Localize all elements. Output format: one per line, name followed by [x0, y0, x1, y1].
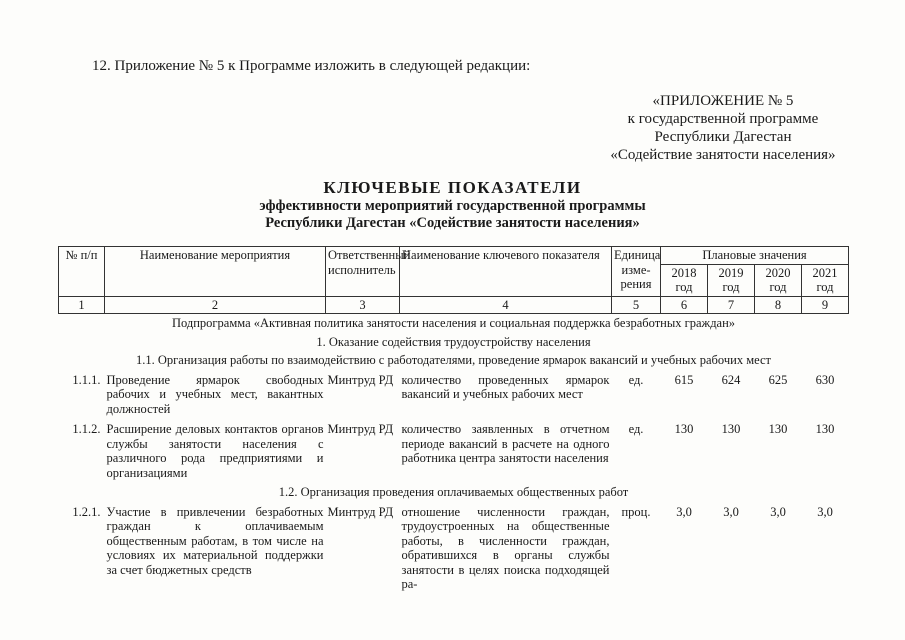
column-number: 3: [326, 296, 400, 314]
table-row: [59, 502, 849, 595]
column-number: 7: [708, 296, 755, 314]
header-year: 2019 год: [708, 264, 755, 296]
appendix-line: к государственной программе: [627, 111, 819, 127]
row-value: 130: [815, 422, 835, 436]
appendix-line: Республики Дагестан: [654, 129, 792, 145]
header-indicator: Наименование ключевого показателя: [400, 247, 612, 297]
row-indicator: количество заявленных в отчетном периоде вакансий в расчете на одного работника центра занятости населения: [401, 422, 610, 465]
subprogram-heading: Подпрограмма «Активная политика занятости населения и социальная поддержка безработных граждан»: [171, 316, 736, 330]
row-unit: ед.: [628, 422, 644, 436]
row-responsible: Минтруд РД: [327, 372, 394, 387]
row-value: 3,0: [817, 504, 833, 519]
header-activity: Наименование мероприятия: [105, 247, 326, 297]
row-num: 1.2.1.: [72, 504, 101, 519]
column-number: 4: [400, 296, 612, 314]
row-value: 3,0: [723, 504, 739, 519]
table-row: [59, 419, 849, 483]
document-heading: [0, 178, 905, 232]
appendix-header: [603, 92, 843, 164]
column-number: 1: [59, 296, 105, 314]
row-unit: проц.: [621, 504, 651, 519]
document-subtitle-2: Республики Дагестан «Содействие занятости населения»: [265, 215, 640, 231]
header-year: 2018 год: [661, 264, 708, 296]
row-indicator: количество проведенных ярмарок вакансий и учебных рабочих мест: [401, 372, 610, 401]
row-value: 130: [768, 422, 788, 436]
header-year: 2020 год: [755, 264, 802, 296]
subsection-heading: 1.2. Организация проведения оплачиваемых общественных работ: [278, 485, 629, 499]
section-heading: 1. Оказание содействия трудоустройству населения: [316, 334, 591, 349]
row-value: 625: [768, 372, 788, 387]
row-value: 624: [721, 372, 741, 387]
row-activity: Расширение деловых контактов органов службы занятости населения с различного рода предприятиями и организациями: [106, 422, 324, 480]
table-row: [59, 370, 849, 420]
column-number: 8: [755, 296, 802, 314]
header-responsible: Ответственный исполнитель: [326, 247, 400, 297]
intro-paragraph: 12. Приложение № 5 к Программе изложить в следующей редакции:: [92, 58, 531, 74]
header-unit: Единица изме-рения: [612, 247, 661, 297]
column-number: 9: [802, 296, 849, 314]
row-indicator: отношение численности граждан, трудоустроенных на общественные работы, в численности граждан, обратившихся в органы службы занятости в целях поиска подходящей ра-: [401, 504, 610, 591]
column-numbers-row: [59, 296, 849, 314]
row-activity: Проведение ярмарок свободных рабочих и учебных мест, вакантных должностей: [106, 372, 324, 416]
row-value: 630: [815, 372, 835, 387]
row-responsible: Минтруд РД: [327, 422, 394, 436]
row-value: 3,0: [676, 504, 692, 519]
row-responsible: Минтруд РД: [327, 504, 394, 519]
column-number: 5: [612, 296, 661, 314]
column-number: 2: [105, 296, 326, 314]
column-number: 6: [661, 296, 708, 314]
indicators-table: [58, 246, 849, 595]
subsection-heading: 1.1. Организация работы по взаимодействию с работодателями, проведение ярмарок вакансий и учебных рабочих мест: [136, 353, 771, 367]
row-value: 615: [674, 372, 694, 387]
row-value: 130: [674, 422, 694, 436]
header-planned: Плановые значения: [661, 247, 849, 265]
row-num: 1.1.1.: [72, 372, 101, 387]
header-num: № п/п: [59, 247, 105, 297]
row-activity: Участие в привлечении безработных граждан к оплачиваемым общественным работам, в том числе на условиях их материальной поддержки за счет бюджетных средств: [106, 504, 324, 577]
document-subtitle-1: эффективности мероприятий государственной программы: [259, 198, 646, 214]
appendix-line: «ПРИЛОЖЕНИЕ № 5: [652, 93, 794, 109]
appendix-line: «Содействие занятости населения»: [610, 147, 836, 163]
row-value: 3,0: [770, 504, 786, 519]
row-value: 130: [721, 422, 741, 436]
row-num: 1.1.2.: [72, 422, 101, 436]
document-title: КЛЮЧЕВЫЕ ПОКАЗАТЕЛИ: [323, 178, 582, 197]
header-year: 2021 год: [802, 264, 849, 296]
row-unit: ед.: [628, 372, 644, 387]
